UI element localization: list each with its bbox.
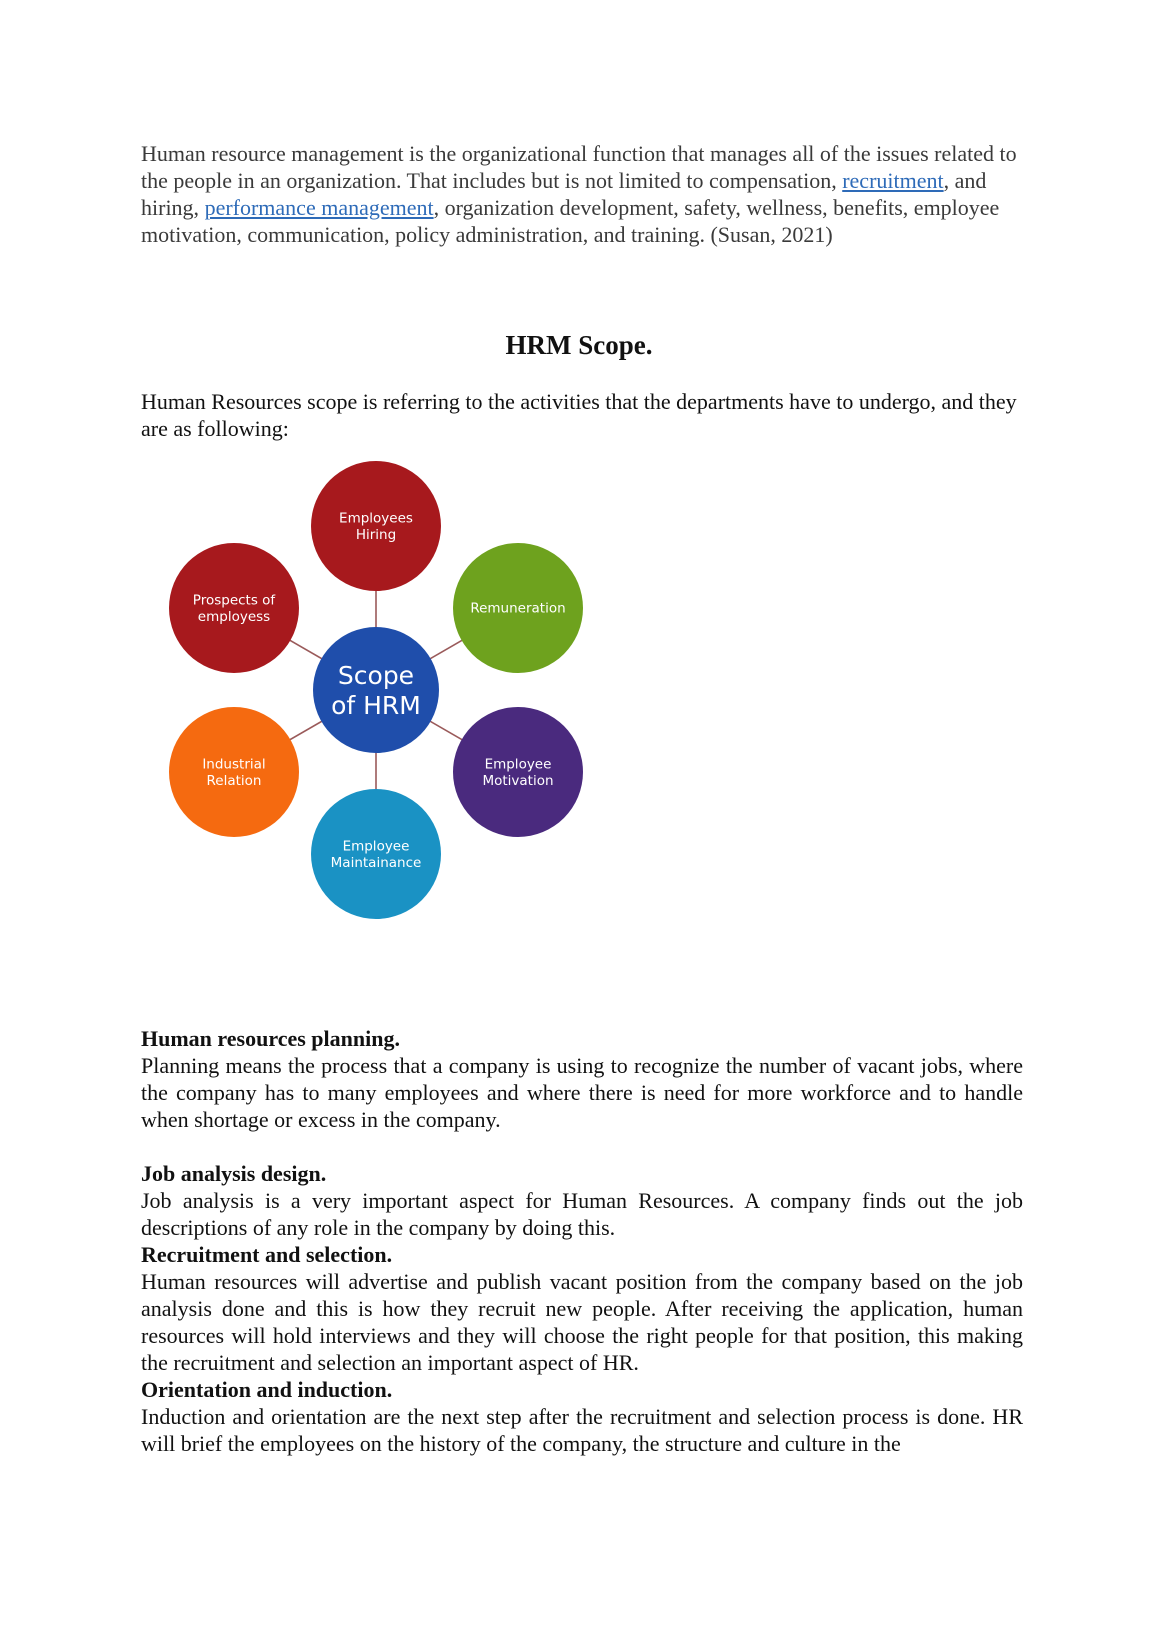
intro-text-a: Human resource management is the organizational function that manages all of the issues related to the people in an organization. That includes but is not limited to compensation, [141, 141, 1017, 193]
section-body: Job analysis is a very important aspect for Human Resources. A company finds out the job descriptions of any role in the company by doing this. [141, 1188, 1023, 1240]
section-title: Human resources planning. [141, 1026, 400, 1051]
section-body: Induction and orientation are the next step after the recruitment and selection process is done. HR will brief the employees on the history of the company, the structure and culture in the [141, 1404, 1023, 1456]
hrm-scope-diagram [141, 460, 611, 950]
node-motivation-label-line2: Motivation [482, 772, 554, 789]
section-title: Recruitment and selection. [141, 1242, 393, 1267]
section-hr-planning [141, 1025, 1023, 1133]
diagram-nodes [169, 461, 583, 919]
intro-text-b: , and hiring, [141, 168, 987, 220]
recruitment-link[interactable]: recruitment [842, 168, 944, 193]
node-maintenance [311, 789, 441, 919]
node-center [313, 627, 439, 753]
node-center-label-line2: of HRM [331, 690, 421, 720]
section-title: Job analysis design. [141, 1161, 327, 1186]
node-prospects-label-line1: Prospects of [192, 592, 276, 609]
node-industrial-label-line1: Industrial [202, 756, 266, 773]
performance-management-link[interactable]: performance management [204, 195, 434, 220]
section-body: Human resources will advertise and publish vacant position from the company based on the job analysis done and this is how they recruit new people. After receiving the application, human resources will hold interviews and they will choose the right people for that position, this making the recruitment and selection an important aspect of HR. [141, 1269, 1023, 1375]
section-body: Planning means the process that a company is using to recognize the number of vacant jobs, where the company has to many employees and where there is need for more workforce and to handle when shortage or excess in the company. [141, 1053, 1023, 1132]
section-title: Orientation and induction. [141, 1377, 393, 1402]
scope-intro-paragraph: Human Resources scope is referring to the activities that the departments have to undergo, and they are as following: [141, 389, 1017, 441]
section-heading: HRM Scope. [505, 330, 653, 360]
intro-text-c: , organization development, safety, wellness, benefits, employee motivation, communication, policy administration, and training. (Susan, 2021) [141, 195, 1000, 247]
node-industrial-label-line2: Relation [206, 772, 262, 789]
intro-paragraph [141, 140, 1021, 248]
node-maintenance-label-line1: Employee [342, 838, 410, 855]
node-industrial [169, 707, 299, 837]
node-prospects-label-line2: employess [197, 608, 271, 625]
node-hiring [311, 461, 441, 591]
sections-block [141, 1025, 1023, 1457]
section-orientation [141, 1376, 1023, 1457]
node-hiring-label-line1: Employees [339, 510, 413, 527]
node-center-label-line1: Scope [337, 660, 415, 690]
node-prospects [169, 543, 299, 673]
node-hiring-label-line2: Hiring [355, 526, 397, 543]
node-motivation-label-line1: Employee [484, 756, 552, 773]
node-remuneration [453, 543, 583, 673]
section-recruitment [141, 1241, 1023, 1376]
node-remuneration-label-line1: Remuneration [470, 600, 566, 617]
node-motivation [453, 707, 583, 837]
node-maintenance-label-line2: Maintainance [330, 854, 422, 871]
section-job-analysis [141, 1160, 1023, 1241]
